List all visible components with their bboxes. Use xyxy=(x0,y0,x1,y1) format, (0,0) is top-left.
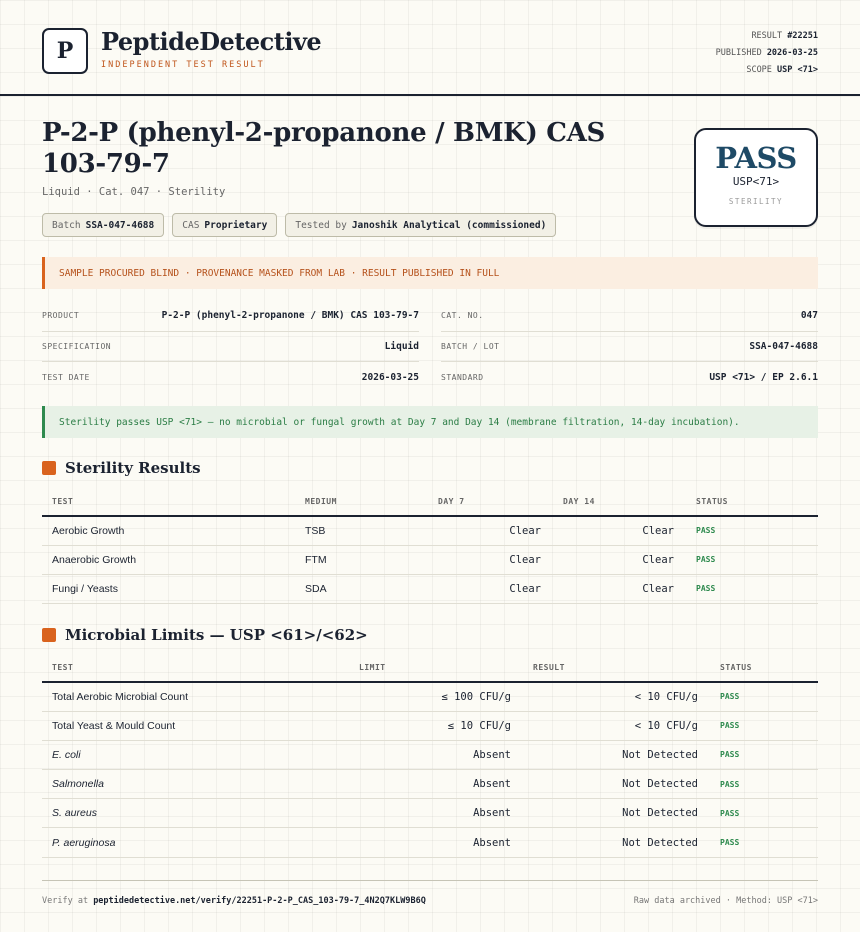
info-left xyxy=(42,301,419,393)
scope-value: USP <71> xyxy=(777,65,818,75)
test-name: Fungi / Yeasts xyxy=(42,574,295,603)
table-row xyxy=(42,574,818,603)
result: < 10 CFU/g xyxy=(523,711,710,740)
status-badge: PASS xyxy=(686,516,818,545)
pass-stamp xyxy=(694,128,818,227)
info-key: STANDARD xyxy=(441,372,484,382)
info-key: BATCH / LOT xyxy=(441,341,500,351)
limit: Absent xyxy=(349,799,523,828)
info-row xyxy=(42,362,419,393)
day7-result: Clear xyxy=(428,574,553,603)
result: Not Detected xyxy=(523,770,710,799)
column-header: STATUS xyxy=(710,654,818,682)
table-row xyxy=(42,516,818,545)
stamp-standard: USP<71> xyxy=(732,175,780,188)
test-name: Salmonella xyxy=(42,770,349,799)
chip-value: Proprietary xyxy=(204,219,268,231)
chip-label: CAS xyxy=(182,219,200,231)
chip-value: SSA-047-4688 xyxy=(85,219,155,231)
info-right xyxy=(441,301,818,393)
status-badge: PASS xyxy=(686,545,818,574)
test-name: E. coli xyxy=(42,740,349,769)
status-badge: PASS xyxy=(710,828,818,857)
published-label: PUBLISHED xyxy=(715,48,762,58)
blind-sample-alert: SAMPLE PROCURED BLIND · PROVENANCE MASKED FROM LAB · RESULT PUBLISHED IN FULL xyxy=(42,257,818,289)
day7-result: Clear xyxy=(428,516,553,545)
table-row xyxy=(42,799,818,828)
info-row xyxy=(42,332,419,363)
result: Not Detected xyxy=(523,828,710,857)
sterility-section-heading xyxy=(42,459,201,477)
result: Not Detected xyxy=(523,799,710,828)
limit: Absent xyxy=(349,740,523,769)
column-header: DAY 14 xyxy=(553,488,686,516)
test-name: Total Yeast & Mould Count xyxy=(42,711,349,740)
verify-link[interactable]: peptidedetective.net/verify/22251-P-2-P_CAS_103-79-7_4N2Q7KLW9B6Q xyxy=(93,895,426,906)
page-title: P-2-P (phenyl-2-propanone / BMK) CAS 103-79-7 xyxy=(42,118,605,179)
info-value: SSA-047-4688 xyxy=(749,340,818,352)
test-name: P. aeruginosa xyxy=(42,828,349,857)
column-header: TEST xyxy=(42,488,295,516)
batch-chip xyxy=(42,213,164,237)
info-row xyxy=(441,332,818,363)
info-row xyxy=(441,362,818,393)
test-name: Anaerobic Growth xyxy=(42,545,295,574)
chip-label: Tested by xyxy=(295,219,347,231)
test-name: S. aureus xyxy=(42,799,349,828)
column-header: STATUS xyxy=(686,488,818,516)
day14-result: Clear xyxy=(553,574,686,603)
limit: ≤ 100 CFU/g xyxy=(349,682,523,711)
section-marker-icon xyxy=(42,628,56,642)
column-header: TEST xyxy=(42,654,349,682)
table-row xyxy=(42,828,818,857)
microbial-section-heading xyxy=(42,626,368,644)
limit: Absent xyxy=(349,828,523,857)
brand-tagline: INDEPENDENT TEST RESULT xyxy=(101,60,265,70)
table-row xyxy=(42,770,818,799)
result-label: RESULT xyxy=(751,31,783,41)
footer xyxy=(42,880,818,920)
medium: SDA xyxy=(295,574,428,603)
day14-result: Clear xyxy=(553,516,686,545)
result-number: #22251 xyxy=(787,31,818,41)
limit: ≤ 10 CFU/g xyxy=(349,711,523,740)
chip-label: Batch xyxy=(52,219,81,231)
info-value: 2026-03-25 xyxy=(361,371,419,383)
tested-by-chip xyxy=(285,213,556,237)
result: < 10 CFU/g xyxy=(523,682,710,711)
verify-line xyxy=(42,896,426,906)
status-badge: PASS xyxy=(710,740,818,769)
scope-label: SCOPE xyxy=(746,65,772,75)
section-title: Microbial Limits — USP <61>/<62> xyxy=(65,626,368,644)
table-row xyxy=(42,545,818,574)
section-title: Sterility Results xyxy=(65,459,201,477)
logo-icon: P xyxy=(42,28,88,74)
chip-row xyxy=(42,213,556,237)
info-value: P-2-P (phenyl-2-propanone / BMK) CAS 103-79-7 xyxy=(161,310,419,322)
day14-result: Clear xyxy=(553,545,686,574)
info-value: USP <71> / EP 2.6.1 xyxy=(709,371,818,383)
chip-value: Janoshik Analytical (commissioned) xyxy=(351,219,547,231)
status-badge: PASS xyxy=(710,799,818,828)
table-header-row xyxy=(42,654,818,682)
limit: Absent xyxy=(349,770,523,799)
result-meta xyxy=(716,28,818,79)
column-header: LIMIT xyxy=(349,654,523,682)
column-header: MEDIUM xyxy=(295,488,428,516)
test-name: Aerobic Growth xyxy=(42,516,295,545)
info-key: TEST DATE xyxy=(42,372,90,382)
info-row xyxy=(42,301,419,332)
medium: TSB xyxy=(295,516,428,545)
result: Not Detected xyxy=(523,740,710,769)
header xyxy=(0,0,860,96)
info-key: SPECIFICATION xyxy=(42,341,112,351)
info-key: CAT. NO. xyxy=(441,311,484,321)
status-badge: PASS xyxy=(710,711,818,740)
table-row xyxy=(42,711,818,740)
column-header: RESULT xyxy=(523,654,710,682)
table-row xyxy=(42,682,818,711)
info-row xyxy=(441,301,818,332)
status-badge: PASS xyxy=(710,682,818,711)
sterility-summary-note: Sterility passes USP <71> — no microbial or fungal growth at Day 7 and Day 14 (membrane filtration, 14-day incubation). xyxy=(42,406,818,438)
stamp-result: PASS xyxy=(715,141,797,175)
published-date: 2026-03-25 xyxy=(766,48,818,58)
archive-note: Raw data archived · Method: USP <71> xyxy=(633,895,818,906)
section-marker-icon xyxy=(42,461,56,475)
table-row xyxy=(42,740,818,769)
column-header: DAY 7 xyxy=(428,488,553,516)
microbial-table xyxy=(42,654,818,858)
day7-result: Clear xyxy=(428,545,553,574)
test-name: Total Aerobic Microbial Count xyxy=(42,682,349,711)
stamp-label: STERILITY xyxy=(728,197,784,206)
brand-name: PeptideDetective xyxy=(101,27,322,56)
cas-chip xyxy=(172,213,277,237)
sterility-table xyxy=(42,488,818,604)
info-value: Liquid xyxy=(384,340,419,352)
status-badge: PASS xyxy=(686,574,818,603)
table-header-row xyxy=(42,488,818,516)
info-value: 047 xyxy=(800,310,818,322)
info-key: PRODUCT xyxy=(42,311,80,321)
page-subtitle: Liquid · Cat. 047 · Sterility xyxy=(42,186,226,198)
medium: FTM xyxy=(295,545,428,574)
status-badge: PASS xyxy=(710,770,818,799)
verify-label: Verify at xyxy=(42,895,89,906)
